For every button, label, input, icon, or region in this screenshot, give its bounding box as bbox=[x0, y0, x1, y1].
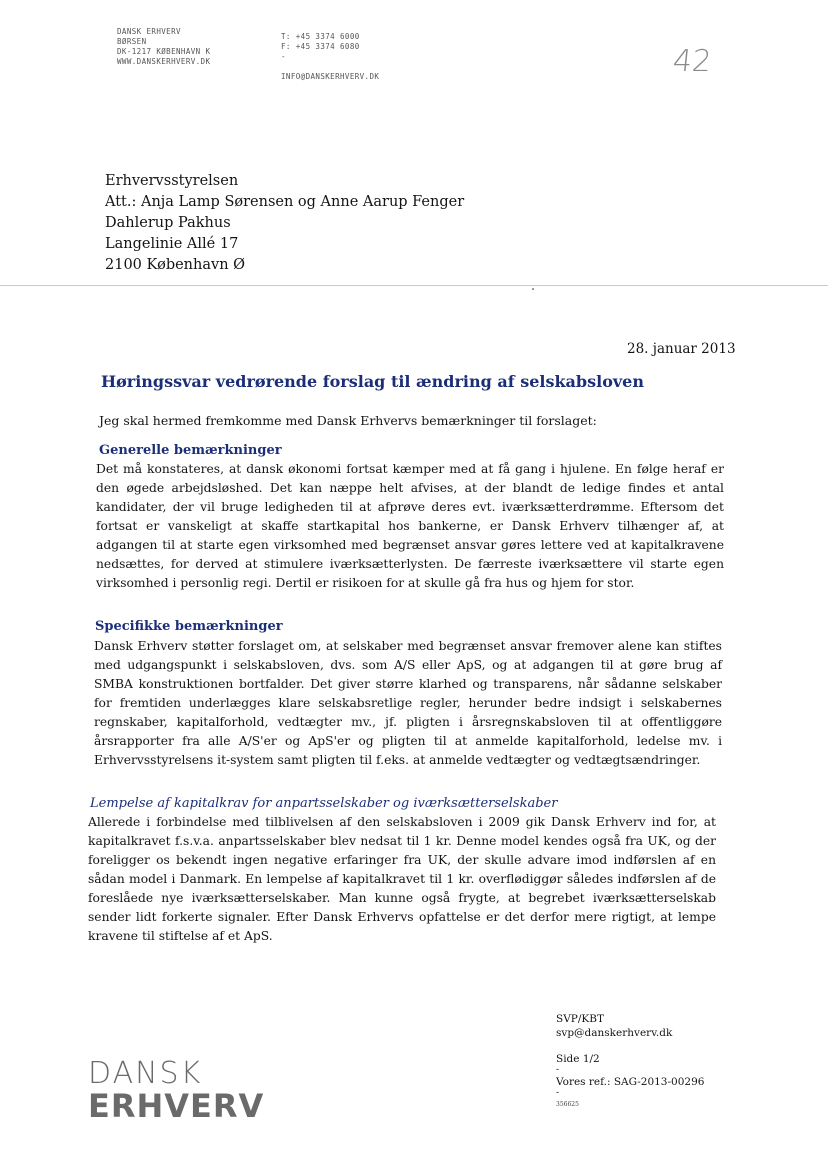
letter-title: Høringssvar vedrørende forslag til ændring af selskabsloven bbox=[101, 372, 644, 391]
divider bbox=[0, 285, 828, 286]
contact-separator: - bbox=[281, 52, 286, 61]
recipient-line: 2100 København Ø bbox=[105, 257, 246, 273]
sender-name: DANSK ERHVERV bbox=[117, 27, 181, 36]
sender-address bbox=[117, 27, 210, 67]
recipient-line: Langelinie Allé 17 bbox=[105, 236, 239, 252]
section-heading-general: Generelle bemærkninger bbox=[99, 443, 282, 458]
footer-page: Side 1/2 bbox=[556, 1053, 600, 1065]
sender-address-line: DK-1217 KØBENHAVN K bbox=[117, 47, 211, 56]
intro-text: Jeg skal hermed fremkomme med Dansk Erhvervs bemærkninger til forslaget: bbox=[99, 413, 597, 428]
footer-dash: - bbox=[556, 1065, 560, 1075]
recipient-block bbox=[105, 171, 464, 276]
sender-line2: BØRSEN bbox=[117, 37, 147, 46]
section-text-general: Det må konstateres, at dansk økonomi fortsat kæmper med at få gang i hjulene. En følge heraf er den øgede arbejdsløshed. Det kan næppe helt afvises, at der blandt de ledige findes et antal kandidater, der vil bruge ledigheden til at afprøve deres evt. iværksætterdrømme. Eftersom det fortsat er vanskeligt at skaffe startkapital hos bankerne, er Dansk Erhverv tilhænger af, at adgangen til at starte egen virksomhed med begrænset ansvar gøres lettere ved at kapitalkravene nedsættes, for derved at stimulere iværksætterlysten. De færreste iværksættere vil starte egen virksomhed i personlig regi. Dertil er risikoen for at skulle gå fra hus og hjem for stor. bbox=[96, 462, 724, 590]
recipient-line: Dahlerup Pakhus bbox=[105, 215, 231, 231]
handwritten-note: 42 bbox=[671, 44, 714, 79]
scan-speck bbox=[532, 288, 534, 290]
contact-email: INFO@DANSKERHVERV.DK bbox=[281, 72, 380, 81]
section-heading-specific: Specifikke bemærkninger bbox=[95, 619, 283, 634]
sender-web: WWW.DANSKERHVERV.DK bbox=[117, 57, 211, 66]
logo-line-1: DANSK bbox=[88, 1056, 203, 1091]
dansk-erhverv-logo bbox=[88, 1056, 265, 1125]
contact-phone: T: +45 3374 6000 bbox=[281, 32, 360, 41]
contact-fax: F: +45 3374 6080 bbox=[281, 42, 360, 51]
footer-dash: - bbox=[556, 1088, 560, 1098]
section-text-specific: Dansk Erhverv støtter forslaget om, at selskaber med begrænset ansvar fremover alene kan stiftes med udgangspunkt i selskabsloven, dvs. som A/S eller ApS, og at adgangen til at gøre brug af SMBA konstruktionen bortfalder. Det giver større klarhed og transparens, når sådanne selskaber for fremtiden underlægges klare selskabsretlige regler, herunder bedre indsigt i selskabernes regnskaber, kapitalforhold, vedtægter mv., jf. pligten i årsregnskabsloven til at offentliggøre årsrapporter fra alle A/S'er og ApS'er og pligten til at anmelde kapitalforhold, ledelse mv. i Erhvervsstyrelsens it-system samt pligten til f.eks. at anmelde vedtægter og vedtægtsændringer. bbox=[94, 639, 722, 767]
footer-initials: SVP/KBT bbox=[556, 1013, 604, 1025]
section-heading-capital: Lempelse af kapitalkrav for anpartsselskaber og iværksætterselskaber bbox=[90, 796, 558, 811]
recipient-line: Erhvervsstyrelsen bbox=[105, 173, 239, 189]
contact-info bbox=[281, 32, 379, 82]
footer-doc-number: 356625 bbox=[556, 1101, 579, 1108]
footer-reference: Vores ref.: SAG-2013-00296 bbox=[556, 1076, 705, 1088]
recipient-line: Att.: Anja Lamp Sørensen og Anne Aarup Fenger bbox=[105, 194, 465, 210]
footer-email: svp@danskerhverv.dk bbox=[556, 1027, 673, 1039]
logo-line-2: ERHVERV bbox=[88, 1087, 265, 1125]
section-text-capital: Allerede i forbindelse med tilblivelsen af den selskabsloven i 2009 gik Dansk Erhverv ind for, at kapitalkravet f.s.v.a. anpartsselskaber blev nedsat til 1 kr. Denne model kendes også fra UK, og der foreligger os bekendt ingen negative erfaringer fra UK, der skulle advare imod indførslen af en sådan model i Danmark. En lempelse af kapitalkravet til 1 kr. overflødiggør således indførslen af de foreslåede nye iværksætterselskaber. Man kunne også frygte, at begrebet iværksætterselskab sender lidt forkerte signaler. Efter Dansk Erhvervs opfattelse er det derfor mere rigtigt, at lempe kravene til stiftelse af et ApS. bbox=[88, 815, 716, 943]
letter-date: 28. januar 2013 bbox=[627, 341, 736, 357]
footer-info bbox=[556, 1012, 704, 1112]
